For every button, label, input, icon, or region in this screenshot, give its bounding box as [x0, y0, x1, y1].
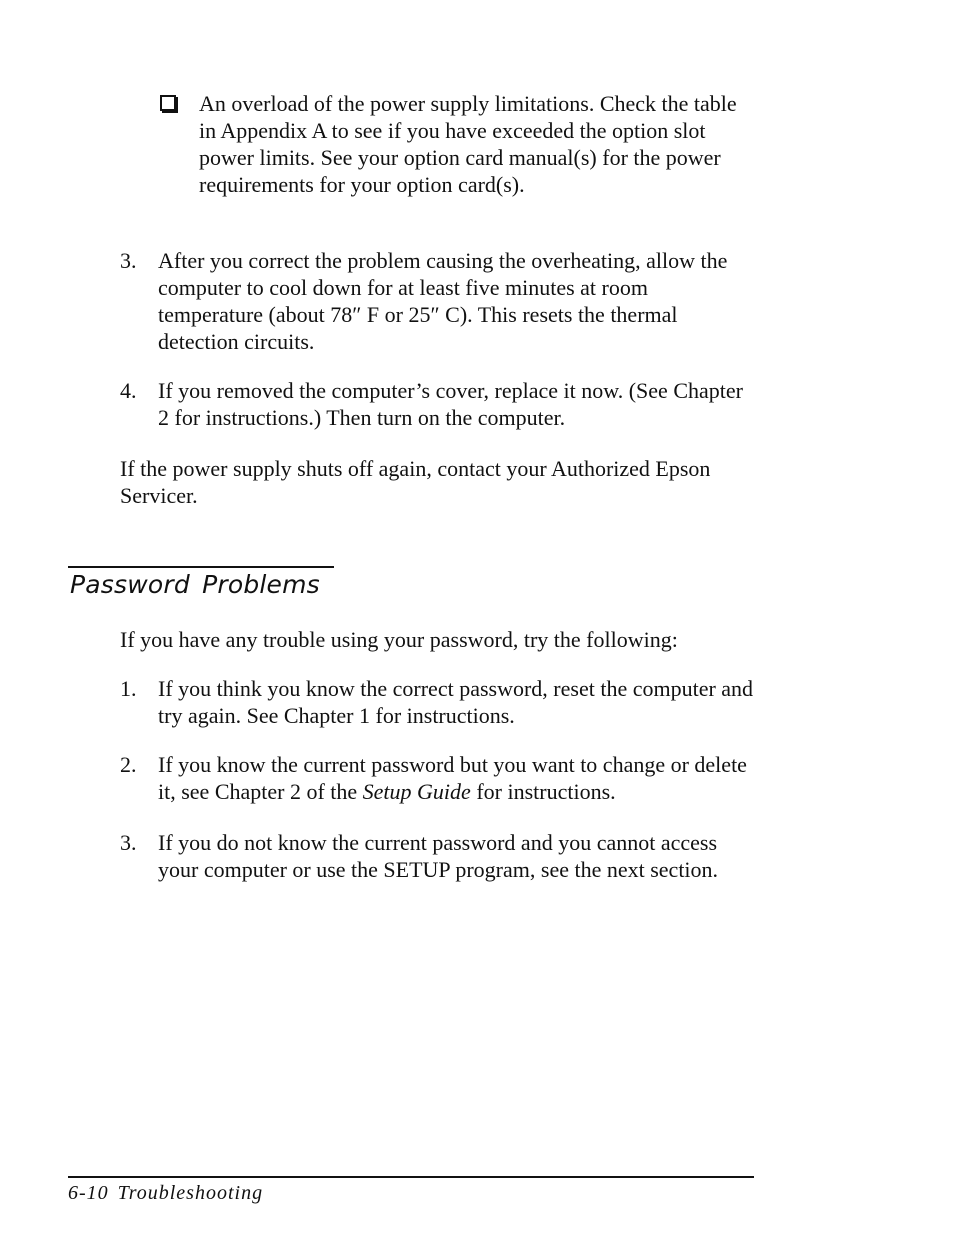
step-number: 3.	[120, 248, 137, 273]
setup-guide-title: Setup Guide	[362, 779, 471, 804]
step-text-before: If you know the current password but you want to change or delete it, see Chapter 2 of the	[158, 752, 747, 804]
step-text: If you do not know the current password and you cannot access your computer or use the SETUP program, see the next section.	[158, 830, 719, 882]
step-number: 2.	[120, 752, 137, 777]
step-text	[158, 751, 758, 805]
step-number: 3.	[120, 830, 137, 855]
page-footer	[68, 1180, 263, 1206]
step-number: 4.	[120, 378, 137, 403]
page-number: 6-10	[68, 1182, 109, 1204]
chapter-title: Troubleshooting	[117, 1182, 264, 1204]
bullet-item-text: An overload of the power supply limitations. Check the table in Appendix A to see if you have exceeded the option slot power limits. See your option card manual(s) for the power requirements for your option card(s).	[199, 91, 737, 197]
footer-rule	[68, 1176, 754, 1178]
step-number: 1.	[120, 676, 137, 701]
closing-paragraph: If the power supply shuts off again, contact your Authorized Epson Servicer.	[120, 456, 711, 508]
step-text: After you correct the problem causing the overheating, allow the computer to cool down for at least five minutes at room temperature (about 78″ F or 25″ C). This resets the thermal detection circuits.	[158, 248, 728, 354]
section-intro: If you have any trouble using your password, try the following:	[120, 627, 678, 652]
heading-rule	[68, 566, 334, 568]
section-heading: Password Problems	[70, 570, 320, 599]
step-text: If you removed the computer’s cover, replace it now. (See Chapter 2 for instructions.) Then turn on the computer.	[158, 378, 743, 430]
step-text: If you think you know the correct password, reset the computer and try again. See Chapter 1 for instructions.	[158, 676, 754, 728]
step-text-after: for instructions.	[470, 779, 616, 804]
checkbox-bullet-icon	[160, 95, 176, 111]
